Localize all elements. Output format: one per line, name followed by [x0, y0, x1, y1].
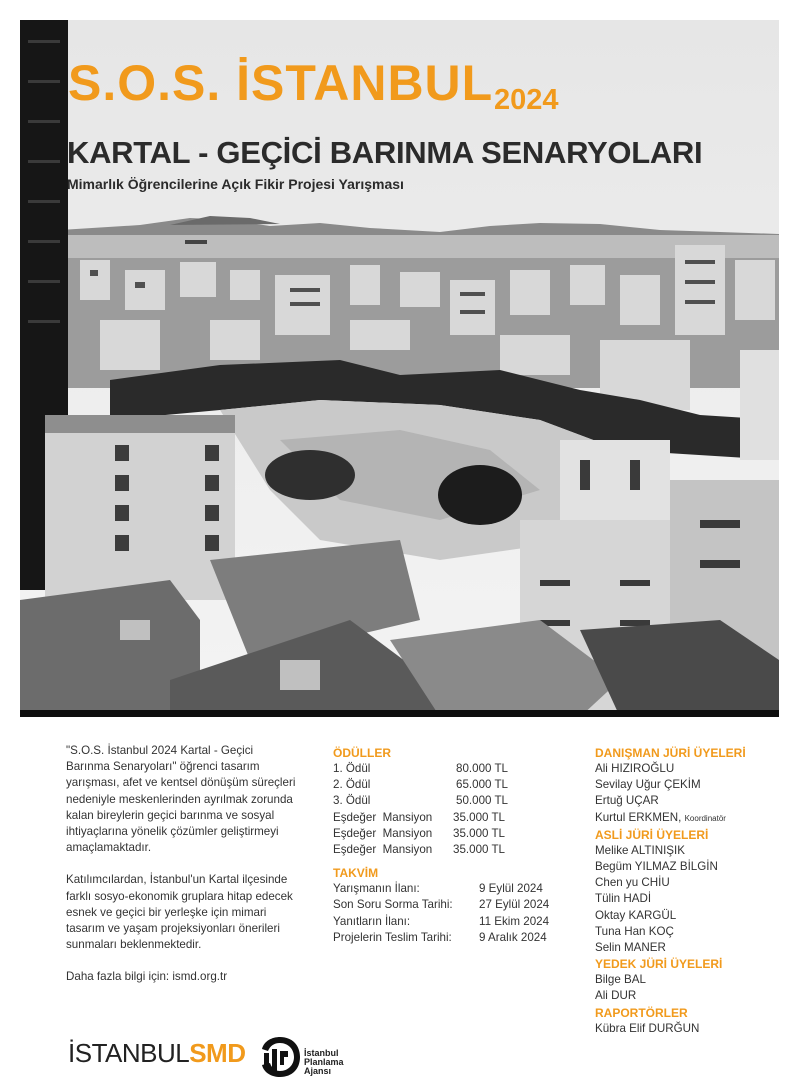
poster-subtitle: KARTAL - GEÇİCİ BARINMA SENARYOLARI	[67, 135, 703, 170]
ipa-logo	[258, 1033, 358, 1081]
schedule-heading: TAKVİM	[333, 866, 379, 881]
jury-member: Tuna Han KOÇ	[595, 924, 674, 938]
more-info-link[interactable]: Daha fazla bilgi için: ismd.org.tr	[66, 970, 228, 984]
schedule-label: Projelerin Teslim Tarihi:	[333, 930, 452, 944]
awards-column	[333, 745, 573, 946]
coordinator-role: Koordinatör	[684, 813, 726, 823]
jury-member: Selin MANER	[595, 941, 666, 955]
mention-row	[333, 810, 573, 826]
poster-tagline: Mimarlık Öğrencilerine Açık Fikir Projesi Yarışması	[67, 176, 404, 192]
ipa-mark-icon	[258, 1033, 302, 1081]
jury-member: Chen yu CHİU	[595, 876, 670, 890]
istanbul-smd-logo	[68, 1040, 246, 1066]
jury-member: Sevilay Uğur ÇEKİM	[595, 778, 701, 792]
mention-amount: 35.000 TL	[453, 810, 506, 824]
schedule-row	[333, 881, 573, 897]
mention-label: Eşdeğer Mansiyon	[333, 843, 433, 857]
award-row	[333, 761, 573, 777]
award-row	[333, 793, 573, 809]
schedule-label: Yanıtların İlanı:	[333, 914, 411, 928]
mention-amount: 35.000 TL	[453, 826, 506, 840]
award-amount: 80.000 TL	[456, 762, 509, 775]
award-label: 3. Ödül	[333, 794, 371, 808]
schedule-row	[333, 914, 573, 930]
advisory-jury-heading: DANIŞMAN JÜRİ ÜYELERİ	[595, 746, 746, 760]
jury-member: Ali HIZIROĞLU	[595, 762, 675, 775]
mention-label: Eşdeğer Mansiyon	[333, 826, 433, 840]
mention-row	[333, 826, 573, 842]
jury-member: Ertuğ UÇAR	[595, 794, 659, 808]
award-amount: 50.000 TL	[456, 794, 509, 808]
schedule-date: 27 Eylül 2024	[479, 898, 550, 912]
award-label: 1. Ödül	[333, 762, 371, 775]
substitute-jury-heading: YEDEK JÜRİ ÜYELERİ	[595, 957, 723, 972]
coordinator-name: Kurtul ERKMEN,	[595, 810, 682, 824]
intro-paragraph-1: "S.O.S. İstanbul 2024 Kartal - Geçici Barınma Senaryoları" öğrenci tasarım yarışması, afet ve kentsel dönüşüm süreçleri nedeniyle meskenlerinden ayrılmak zorunda kalan bireylerin geçici barınma ve sosyal ihtiyaçlarına yönelik çözümler geliştirmeyi amaçlamaktadır.	[66, 744, 296, 855]
award-label: 2. Ödül	[333, 778, 371, 792]
award-row	[333, 777, 573, 793]
awards-heading: ÖDÜLLER	[333, 746, 391, 760]
intro-column	[66, 743, 298, 1002]
mention-label: Eşdeğer Mansiyon	[333, 810, 433, 824]
logo-istanbul-text: İSTANBUL	[68, 1038, 190, 1068]
logo-smd-text: SMD	[189, 1038, 246, 1068]
jury-member: Ali DUR	[595, 989, 637, 1003]
mention-amount: 35.000 TL	[453, 843, 506, 857]
mention-row	[333, 842, 573, 858]
jury-member: Melike ALTINIŞIK	[595, 843, 685, 857]
schedule-label: Yarışmanın İlanı:	[333, 882, 420, 896]
rapporteurs-heading: RAPORTÖRLER	[595, 1005, 688, 1020]
jury-column	[595, 745, 795, 1037]
schedule-row	[333, 930, 573, 946]
cover-photo	[20, 20, 779, 717]
schedule-date: 9 Aralık 2024	[479, 930, 547, 944]
intro-paragraph-2: Katılımcılardan, İstanbul'un Kartal ilçesinde farklı sosyo-ekonomik gruplara hitap edecek esnek ve geçici bir yerleşke için mimari tasarım ve yaşam projeksiyonları önerileri sunmaları beklenmektedir.	[66, 873, 293, 952]
schedule-label: Son Soru Sorma Tarihi:	[333, 898, 453, 912]
jury-member: Bilge BAL	[595, 973, 646, 987]
jury-coordinator	[595, 810, 795, 827]
main-jury-heading: ASLİ JÜRİ ÜYELERİ	[595, 827, 709, 842]
poster-year: 2024	[494, 84, 559, 116]
ipa-line-3: Ajansı	[304, 1066, 332, 1076]
schedule-date: 9 Eylül 2024	[479, 882, 543, 896]
award-amount: 65.000 TL	[456, 778, 509, 792]
ipa-line-1: İstanbul	[304, 1048, 339, 1058]
jury-member: Oktay KARGÜL	[595, 908, 677, 922]
jury-member: Begüm YILMAZ BİLGİN	[595, 860, 718, 874]
jury-member: Tülin HADİ	[595, 892, 652, 906]
poster-title: S.O.S. İSTANBUL	[68, 55, 494, 111]
rapporteur: Kübra Elif DURĞUN	[595, 1021, 700, 1035]
ipa-logo-text	[304, 1049, 344, 1076]
schedule-date: 11 Ekim 2024	[479, 914, 550, 928]
ipa-line-2: Planlama	[304, 1057, 344, 1067]
schedule-row	[333, 897, 573, 913]
